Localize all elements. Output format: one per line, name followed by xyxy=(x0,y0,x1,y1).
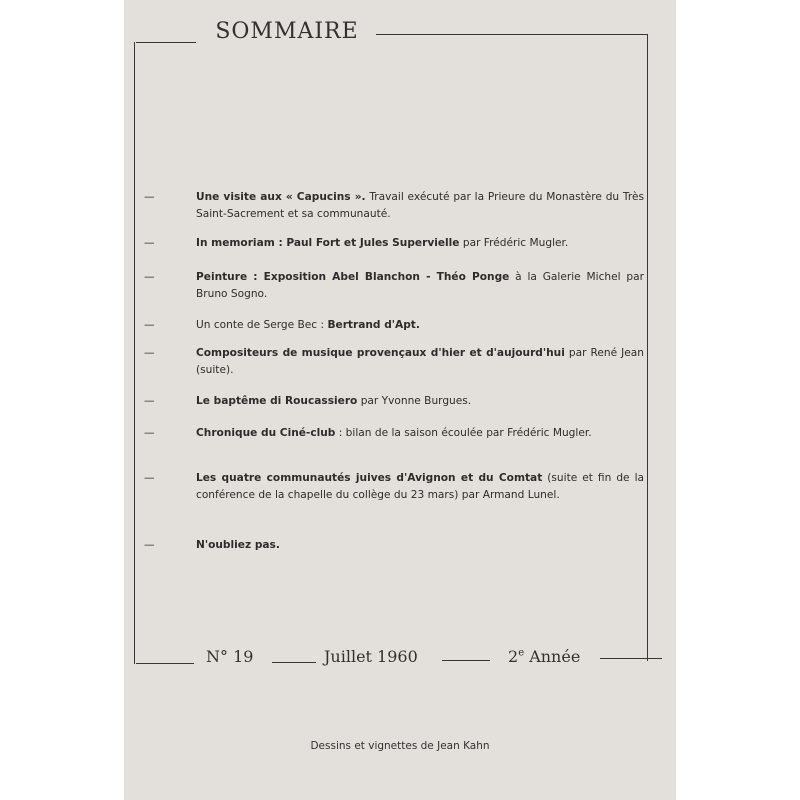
credits-line: Dessins et vignettes de Jean Kahn xyxy=(310,740,490,752)
frame-top-left-rule xyxy=(136,42,196,43)
entry-title: Les quatre communautés juives d'Avignon et du Comtat xyxy=(196,472,543,484)
entry-detail: (suite et fin de la conférence de la chapelle du collège du 23 mars) par Armand Lunel. xyxy=(196,472,644,501)
toc-entry xyxy=(144,345,644,379)
entry-title: Compositeurs de musique provençaux d'hier et d'aujourd'hui xyxy=(196,347,565,359)
entry-dash: — xyxy=(144,395,155,407)
entry-detail: à la Galerie Michel par Bruno Sogno. xyxy=(196,271,644,300)
entry-dash: — xyxy=(144,191,155,203)
frame-bottom-rule-4 xyxy=(600,658,662,659)
entry-dash: — xyxy=(144,472,155,484)
entry-dash: — xyxy=(144,237,155,249)
entry-dash: — xyxy=(144,319,155,331)
frame-top-right-rule xyxy=(376,34,648,35)
entry-detail: par Yvonne Burgues. xyxy=(357,395,472,407)
frame-left-rule xyxy=(134,42,135,664)
page-title: SOMMAIRE xyxy=(215,19,359,44)
entry-dash: — xyxy=(144,427,155,439)
frame-bottom-rule-3 xyxy=(442,660,490,661)
year-superscript: e xyxy=(518,647,525,659)
entry-detail: Travail exécuté par la Prieure du Monastère du Très Saint-Sacrement et sa communauté. xyxy=(196,191,644,220)
entry-detail: par Frédéric Mugler. xyxy=(459,237,569,249)
entry-title: N'oubliez pas. xyxy=(196,539,280,551)
entry-title: Bertrand d'Apt. xyxy=(327,319,420,331)
entry-title: Une visite aux « Capucins ». xyxy=(196,191,366,203)
issue-date: Juillet 1960 xyxy=(324,647,418,666)
entry-prefix: Un conte de Serge Bec : xyxy=(196,319,328,331)
toc-entry xyxy=(144,269,644,303)
entry-title: Peinture : Exposition Abel Blanchon - Théo Ponge xyxy=(196,271,510,283)
toc-entry xyxy=(144,235,644,252)
entry-detail: : bilan de la saison écoulée par Frédéric Mugler. xyxy=(335,427,592,439)
issue-year xyxy=(508,647,580,666)
toc-entry xyxy=(144,470,644,504)
toc-entry xyxy=(144,393,644,410)
frame-bottom-rule-1 xyxy=(136,663,194,664)
toc-entry xyxy=(144,189,644,223)
year-word: Année xyxy=(524,647,581,666)
entry-dash: — xyxy=(144,539,155,551)
entry-dash: — xyxy=(144,347,155,359)
entry-dash: — xyxy=(144,271,155,283)
frame-right-rule xyxy=(647,34,648,661)
entry-title: Chronique du Ciné-club xyxy=(196,427,336,439)
toc-entry xyxy=(144,317,644,334)
entry-detail: par René Jean (suite). xyxy=(196,347,644,376)
entry-title: Le baptême di Roucassiero xyxy=(196,395,358,407)
year-number: 2 xyxy=(508,647,519,666)
toc-entry xyxy=(144,425,644,442)
entry-title: In memoriam : Paul Fort et Jules Supervielle xyxy=(196,237,460,249)
issue-number: N° 19 xyxy=(206,647,254,666)
frame-bottom-rule-2 xyxy=(272,662,316,663)
toc-entry xyxy=(144,537,644,554)
